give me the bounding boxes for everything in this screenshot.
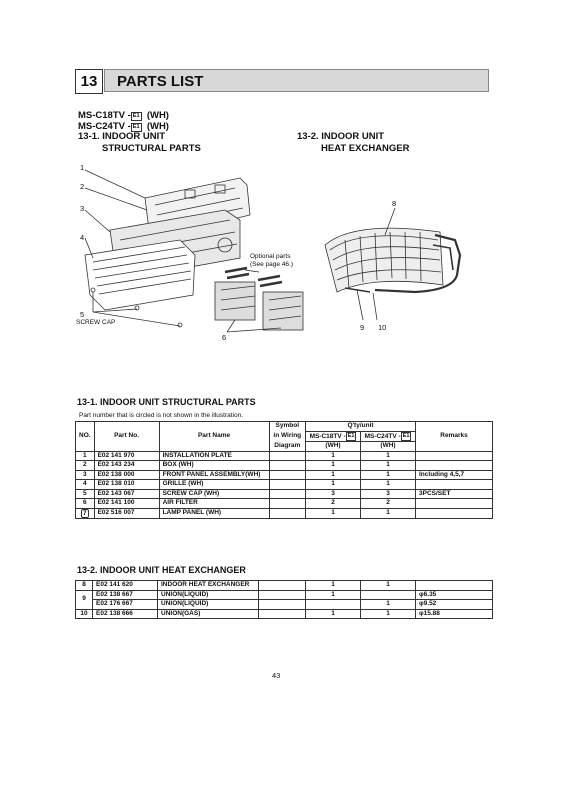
table-row — [76, 609, 493, 619]
cell-qty-1: 1 — [306, 609, 361, 619]
model-name: MS-C18TV — [78, 110, 125, 121]
cell-no: 8 — [76, 581, 93, 591]
cell-qty-2: 1 — [361, 600, 416, 610]
heat-exchanger-illustration — [315, 200, 475, 325]
cell-part-no: E02 141 100 — [94, 499, 159, 509]
callout-8: 8 — [392, 199, 397, 208]
cell-remarks — [416, 499, 493, 509]
model-line-1: MS-C18TV - E1 (WH) — [78, 110, 169, 121]
cell-qty-2: 1 — [361, 470, 416, 480]
col-model-1 — [306, 431, 361, 442]
cell-remarks: φ15.88 — [416, 609, 493, 619]
cell-qty-1: 1 — [306, 461, 361, 471]
cell-part-name: UNION(GAS) — [158, 609, 259, 619]
model-color: (WH) — [146, 110, 169, 121]
heading-line: HEAT EXCHANGER — [321, 143, 410, 154]
cell-no: 1 — [76, 451, 95, 461]
cell-part-name: INDOOR HEAT EXCHANGER — [158, 581, 259, 591]
model-suffix: E1 — [132, 113, 140, 119]
col-model-2 — [361, 431, 416, 442]
table-row — [76, 508, 493, 519]
cell-part-name: UNION(LIQUID) — [158, 590, 259, 600]
table-row — [76, 600, 493, 610]
cell-symbol — [259, 609, 306, 619]
model-name: MS-C24TV - — [364, 432, 401, 440]
cell-part-name: GRILLE (WH) — [159, 480, 269, 490]
cell-part-no: E02 138 010 — [94, 480, 159, 490]
cell-symbol — [269, 489, 305, 499]
table-row — [76, 499, 493, 509]
structural-parts-table — [75, 421, 493, 519]
note-line: Optional parts — [250, 253, 291, 260]
cell-remarks — [416, 480, 493, 490]
figure-right-heading — [297, 131, 410, 155]
cell-part-name: FRONT PANEL ASSEMBLY(WH) — [159, 470, 269, 480]
cell-symbol — [269, 499, 305, 509]
cell-qty-1: 1 — [306, 581, 361, 591]
col-symbol-line: in Wiring — [269, 431, 305, 442]
cell-part-no: E02 516 007 — [94, 508, 159, 519]
cell-no: 5 — [76, 489, 95, 499]
cell-qty-2: 1 — [361, 508, 416, 519]
screw-cap-label: SCREW CAP — [76, 319, 116, 326]
callout-4: 4 — [80, 233, 85, 242]
col-symbol-line: Diagram — [269, 442, 305, 452]
cell-remarks: 3PCS/SET — [416, 489, 493, 499]
model-suffix: E1 — [132, 124, 140, 130]
cell-no: 10 — [76, 609, 93, 619]
cell-qty-1: 1 — [306, 451, 361, 461]
cell-remarks: φ6.35 — [416, 590, 493, 600]
cell-symbol — [269, 470, 305, 480]
table-row — [76, 489, 493, 499]
cell-qty-1: 1 — [306, 508, 361, 519]
callout-3: 3 — [80, 204, 85, 213]
cell-no: 9 — [76, 590, 93, 609]
table1-title: 13-1. INDOOR UNIT STRUCTURAL PARTS — [77, 397, 256, 407]
cell-symbol — [269, 508, 305, 519]
page-title: PARTS LIST — [104, 69, 489, 92]
optional-parts-note — [250, 253, 293, 269]
cell-qty-2 — [361, 590, 416, 600]
cell-no: 3 — [76, 470, 95, 480]
cell-part-no: E02 143 067 — [94, 489, 159, 499]
callout-2: 2 — [80, 182, 85, 191]
cell-part-no: E02 176 667 — [93, 600, 158, 610]
cell-qty-1 — [306, 600, 361, 610]
model-suffix: E1 — [402, 432, 410, 439]
cell-symbol — [269, 480, 305, 490]
cell-part-no: E02 138 000 — [94, 470, 159, 480]
cell-qty-1: 1 — [306, 470, 361, 480]
cell-symbol — [269, 461, 305, 471]
cell-qty-2: 3 — [361, 489, 416, 499]
cell-qty-2: 1 — [361, 480, 416, 490]
table1-note: Part number that is circled is not shown in the illustration. — [79, 412, 244, 419]
cell-qty-1: 3 — [306, 489, 361, 499]
callout-5: 5 — [80, 310, 85, 319]
callout-1: 1 — [80, 163, 85, 172]
cell-part-no: E02 138 667 — [93, 590, 158, 600]
table-row — [76, 461, 493, 471]
page-number: 43 — [272, 671, 281, 680]
section-number: 13 — [75, 69, 103, 94]
cell-qty-1: 1 — [306, 480, 361, 490]
heading-line: STRUCTURAL PARTS — [102, 143, 201, 154]
col-no: NO. — [76, 422, 95, 452]
table-row — [76, 470, 493, 480]
cell-qty-2: 1 — [361, 451, 416, 461]
cell-symbol — [259, 600, 306, 610]
cell-qty-1: 1 — [306, 590, 361, 600]
cell-part-name: BOX (WH) — [159, 461, 269, 471]
cell-part-name: LAMP PANEL (WH) — [159, 508, 269, 519]
col-part-name: Part Name — [159, 422, 269, 452]
cell-part-no: E02 141 970 — [94, 451, 159, 461]
note-line: (See page 46.) — [250, 261, 294, 268]
col-part-no: Part No. — [94, 422, 159, 452]
circled-number: 7 — [81, 509, 89, 518]
cell-no: 6 — [76, 499, 95, 509]
figure-left-heading — [78, 131, 201, 155]
cell-remarks: φ9.52 — [416, 600, 493, 610]
cell-part-no: E02 141 620 — [93, 581, 158, 591]
model-suffix: E1 — [347, 432, 355, 439]
col-model-1-color: (WH) — [306, 442, 361, 452]
cell-symbol — [259, 590, 306, 600]
cell-remarks — [416, 581, 493, 591]
col-qty: Q'ty/unit — [306, 422, 416, 432]
heading-line: 13-1. INDOOR UNIT — [78, 131, 166, 142]
heading-line: 13-2. INDOOR UNIT — [297, 131, 385, 142]
table2-title: 13-2. INDOOR UNIT HEAT EXCHANGER — [77, 565, 246, 575]
col-symbol: Symbol — [269, 422, 305, 432]
cell-qty-2: 1 — [361, 461, 416, 471]
cell-part-name: INSTALLATION PLATE — [159, 451, 269, 461]
callout-6: 6 — [222, 333, 227, 342]
cell-remarks — [416, 451, 493, 461]
cell-remarks — [416, 461, 493, 471]
cell-no — [76, 508, 95, 519]
table-row — [76, 581, 493, 591]
cell-qty-2: 1 — [361, 609, 416, 619]
callout-9: 9 — [360, 323, 365, 332]
col-model-2-color: (WH) — [361, 442, 416, 452]
cell-part-name: UNION(LIQUID) — [158, 600, 259, 610]
model-name: MS-C24TV — [78, 121, 125, 132]
col-remarks: Remarks — [416, 422, 493, 452]
table-row — [76, 590, 493, 600]
cell-qty-2: 1 — [361, 581, 416, 591]
cell-part-name: AIR FILTER — [159, 499, 269, 509]
callout-10: 10 — [378, 323, 387, 332]
cell-symbol — [269, 451, 305, 461]
table-row — [76, 451, 493, 461]
model-line-2: MS-C24TV - E1 (WH) — [78, 121, 169, 132]
heat-exchanger-table — [75, 580, 493, 619]
cell-remarks: Including 4,5,7 — [416, 470, 493, 480]
cell-part-no: E02 138 666 — [93, 609, 158, 619]
cell-qty-1: 2 — [306, 499, 361, 509]
cell-qty-2: 2 — [361, 499, 416, 509]
cell-no: 2 — [76, 461, 95, 471]
cell-part-name: SCREW CAP (WH) — [159, 489, 269, 499]
model-color: (WH) — [146, 121, 169, 132]
cell-part-no: E02 143 234 — [94, 461, 159, 471]
cell-symbol — [259, 581, 306, 591]
model-name: MS-C18TV - — [309, 432, 346, 440]
table-header-row — [76, 422, 493, 432]
cell-remarks — [416, 508, 493, 519]
cell-no: 4 — [76, 480, 95, 490]
table-row — [76, 480, 493, 490]
